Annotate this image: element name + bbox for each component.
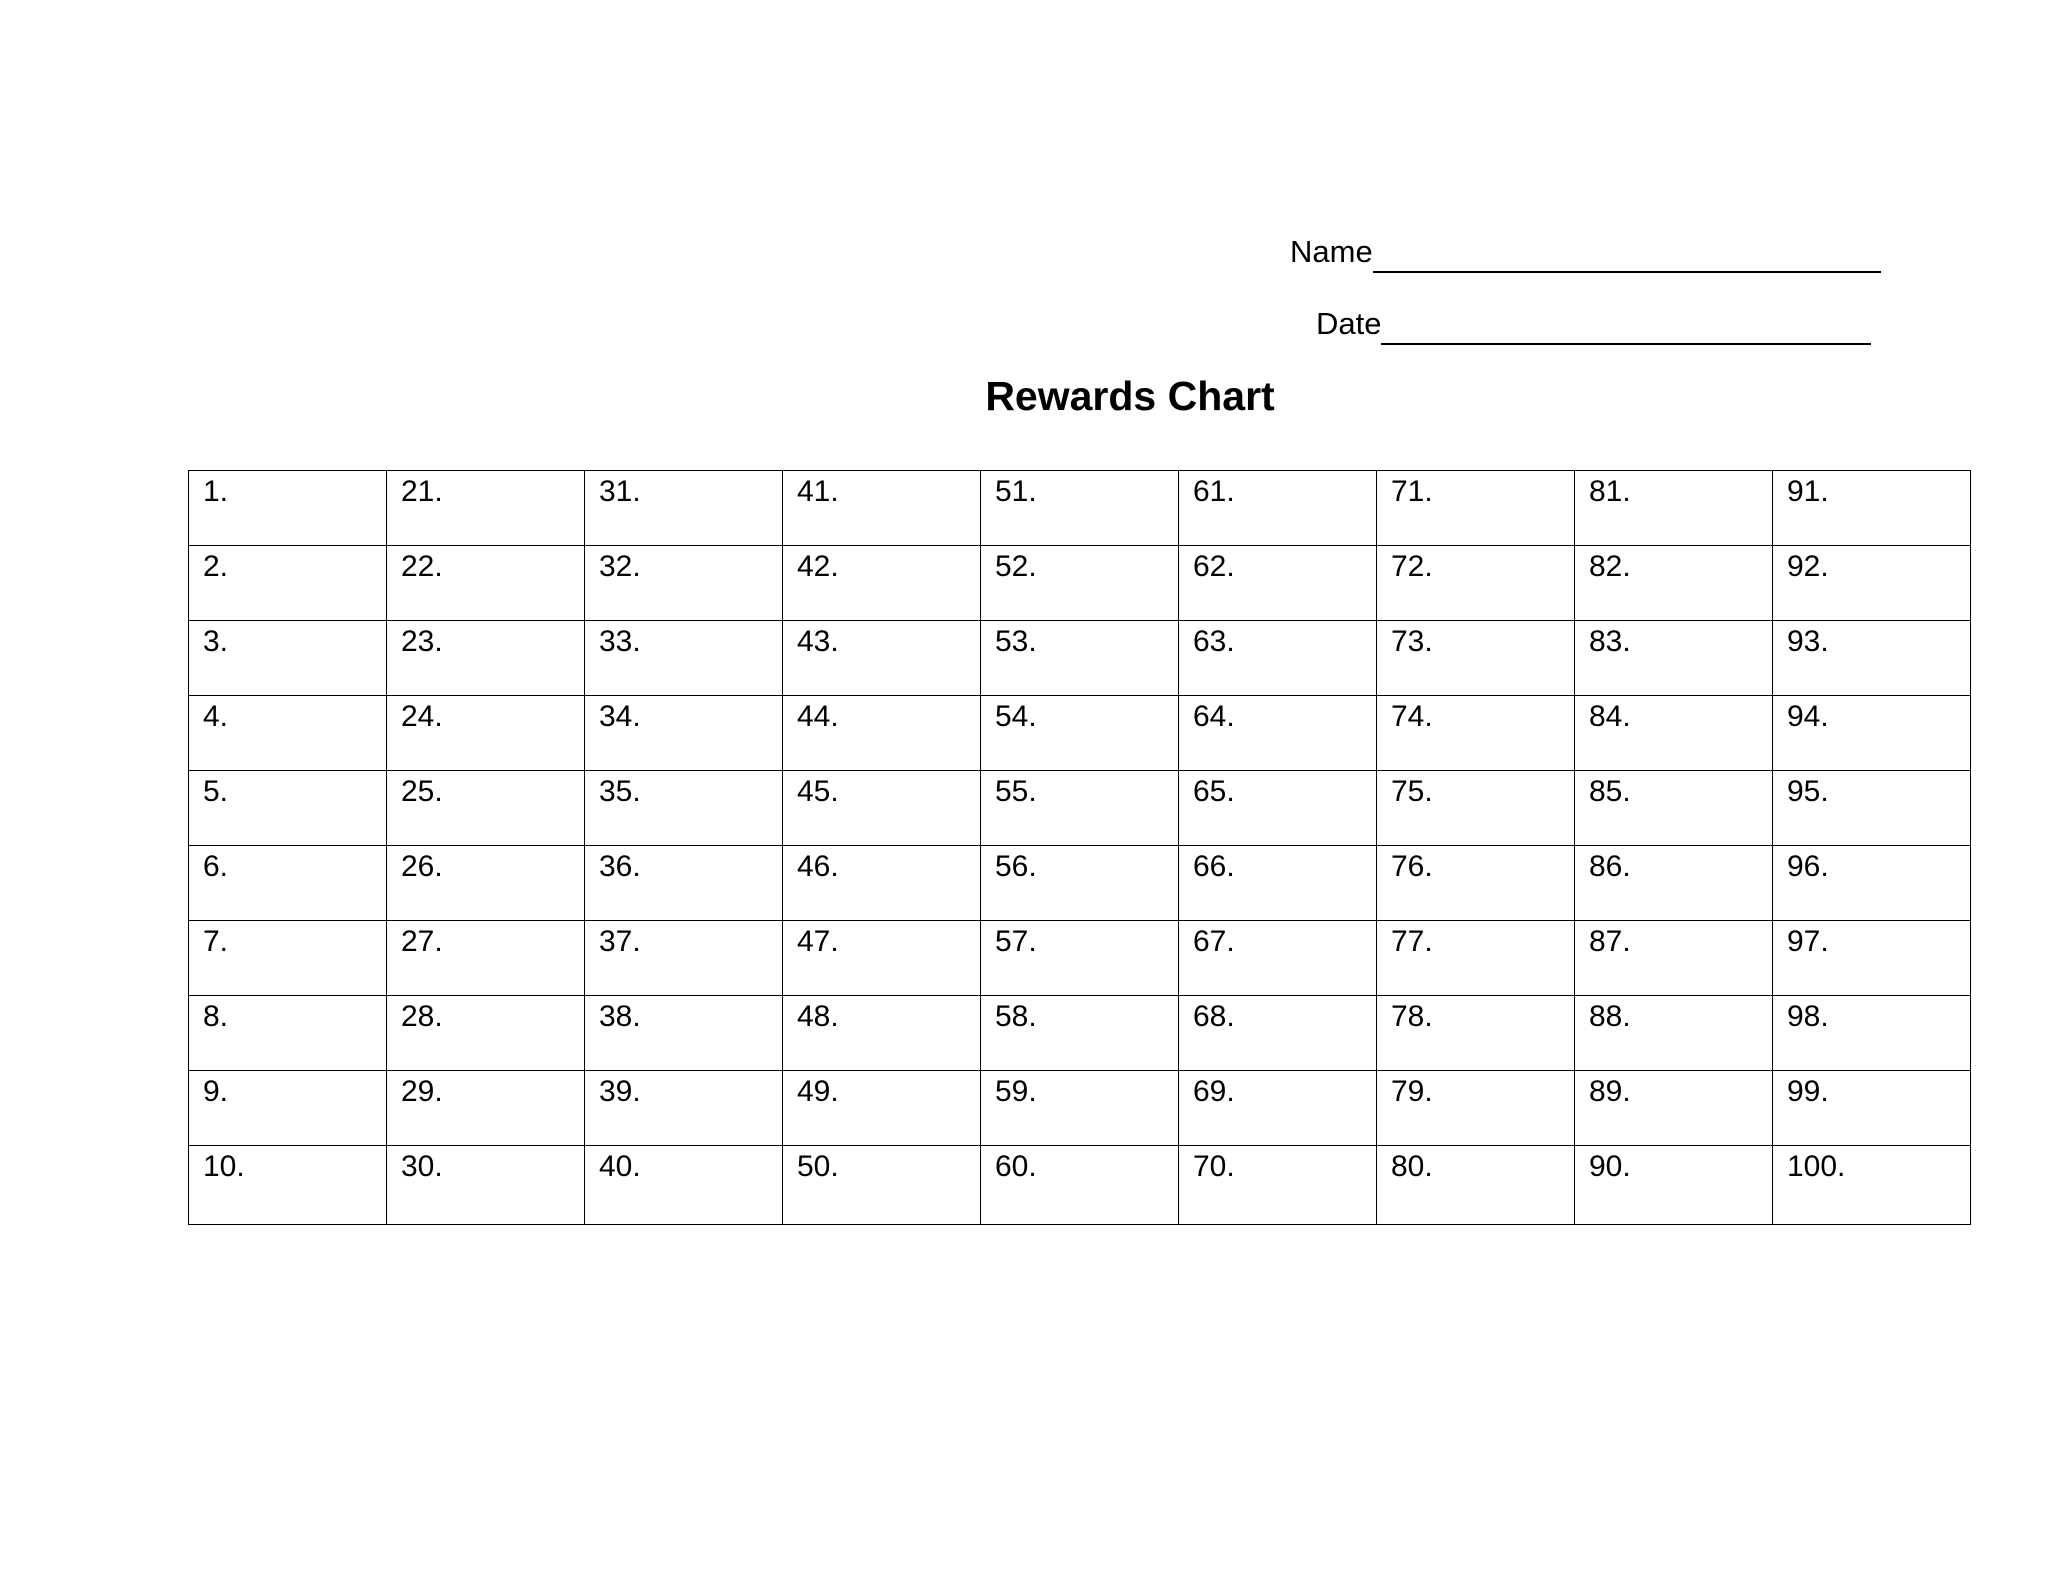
grid-row	[189, 471, 1971, 546]
grid-cell[interactable]	[783, 996, 981, 1071]
grid-cell[interactable]	[387, 696, 585, 771]
grid-cell[interactable]	[1575, 846, 1773, 921]
cell-number: 94.	[1787, 700, 1829, 733]
grid-cell[interactable]	[783, 846, 981, 921]
cell-number: 21.	[401, 475, 443, 508]
cell-number: 10.	[203, 1150, 245, 1183]
grid-cell[interactable]	[585, 846, 783, 921]
grid-cell[interactable]	[387, 771, 585, 846]
grid-row	[189, 621, 1971, 696]
cell-number: 32.	[599, 550, 641, 583]
cell-number: 68.	[1193, 1000, 1235, 1033]
cell-number: 82.	[1589, 550, 1631, 583]
grid-cell[interactable]	[189, 1071, 387, 1146]
grid-cell[interactable]	[981, 1071, 1179, 1146]
cell-number: 65.	[1193, 775, 1235, 808]
cell-number: 73.	[1391, 625, 1433, 658]
cell-number: 61.	[1193, 475, 1235, 508]
grid-cell[interactable]	[189, 546, 387, 621]
cell-number: 30.	[401, 1150, 443, 1183]
grid-cell[interactable]	[1377, 771, 1575, 846]
cell-number: 41.	[797, 475, 839, 508]
cell-number: 62.	[1193, 550, 1235, 583]
grid-cell[interactable]	[783, 546, 981, 621]
grid-row	[189, 1146, 1971, 1225]
cell-number: 53.	[995, 625, 1037, 658]
grid-row	[189, 546, 1971, 621]
grid-cell[interactable]	[1575, 996, 1773, 1071]
grid-cell[interactable]	[981, 1146, 1179, 1225]
grid-cell[interactable]	[981, 846, 1179, 921]
grid-cell[interactable]	[387, 471, 585, 546]
grid-cell[interactable]	[585, 921, 783, 996]
grid-cell[interactable]	[1773, 1146, 1971, 1225]
grid-row	[189, 846, 1971, 921]
cell-number: 80.	[1391, 1150, 1433, 1183]
cell-number: 63.	[1193, 625, 1235, 658]
grid-cell[interactable]	[1773, 546, 1971, 621]
cell-number: 58.	[995, 1000, 1037, 1033]
cell-number: 34.	[599, 700, 641, 733]
cell-number: 39.	[599, 1075, 641, 1108]
grid-cell[interactable]	[585, 1146, 783, 1225]
grid-cell[interactable]	[1773, 996, 1971, 1071]
cell-number: 28.	[401, 1000, 443, 1033]
name-blank-line[interactable]	[1373, 270, 1881, 273]
grid-cell[interactable]	[585, 696, 783, 771]
grid-cell[interactable]	[585, 1071, 783, 1146]
cell-number: 74.	[1391, 700, 1433, 733]
cell-number: 88.	[1589, 1000, 1631, 1033]
grid-cell[interactable]	[387, 996, 585, 1071]
grid-cell[interactable]	[387, 1071, 585, 1146]
cell-number: 27.	[401, 925, 443, 958]
cell-number: 42.	[797, 550, 839, 583]
grid-cell[interactable]	[783, 471, 981, 546]
cell-number: 45.	[797, 775, 839, 808]
name-label: Name	[1290, 234, 1373, 269]
grid-row	[189, 771, 1971, 846]
grid-cell[interactable]	[981, 471, 1179, 546]
grid-cell[interactable]	[189, 621, 387, 696]
cell-number: 86.	[1589, 850, 1631, 883]
cell-number: 38.	[599, 1000, 641, 1033]
grid-cell[interactable]	[1575, 1071, 1773, 1146]
rewards-grid	[188, 470, 1971, 1225]
cell-number: 7.	[203, 925, 229, 958]
grid-cell[interactable]	[1773, 1071, 1971, 1146]
cell-number: 59.	[995, 1075, 1037, 1108]
grid-cell[interactable]	[189, 771, 387, 846]
grid-row	[189, 996, 1971, 1071]
cell-number: 66.	[1193, 850, 1235, 883]
cell-number: 52.	[995, 550, 1037, 583]
cell-number: 71.	[1391, 475, 1433, 508]
grid-cell[interactable]	[1377, 996, 1575, 1071]
cell-number: 96.	[1787, 850, 1829, 883]
cell-number: 69.	[1193, 1075, 1235, 1108]
cell-number: 1.	[203, 475, 229, 508]
grid-cell[interactable]	[1377, 846, 1575, 921]
cell-number: 78.	[1391, 1000, 1433, 1033]
grid-cell[interactable]	[585, 471, 783, 546]
cell-number: 72.	[1391, 550, 1433, 583]
grid-cell[interactable]	[1377, 621, 1575, 696]
grid-cell[interactable]	[783, 621, 981, 696]
grid-cell[interactable]	[1377, 1146, 1575, 1225]
cell-number: 60.	[995, 1150, 1037, 1183]
cell-number: 3.	[203, 625, 229, 658]
grid-cell[interactable]	[387, 621, 585, 696]
cell-number: 9.	[203, 1075, 229, 1108]
cell-number: 4.	[203, 700, 229, 733]
cell-number: 90.	[1589, 1150, 1631, 1183]
grid-row	[189, 921, 1971, 996]
grid-cell[interactable]	[981, 921, 1179, 996]
cell-number: 92.	[1787, 550, 1829, 583]
cell-number: 31.	[599, 475, 641, 508]
grid-cell[interactable]	[1179, 771, 1377, 846]
cell-number: 77.	[1391, 925, 1433, 958]
grid-cell[interactable]	[189, 696, 387, 771]
cell-number: 22.	[401, 550, 443, 583]
cell-number: 89.	[1589, 1075, 1631, 1108]
cell-number: 93.	[1787, 625, 1829, 658]
grid-cell[interactable]	[585, 996, 783, 1071]
grid-cell[interactable]	[1575, 696, 1773, 771]
grid-cell[interactable]	[1179, 1146, 1377, 1225]
grid-cell[interactable]	[1179, 921, 1377, 996]
grid-cell[interactable]	[1773, 471, 1971, 546]
grid-cell[interactable]	[981, 996, 1179, 1071]
grid-cell[interactable]	[783, 921, 981, 996]
grid-row	[189, 1071, 1971, 1146]
cell-number: 35.	[599, 775, 641, 808]
grid-cell[interactable]	[1773, 621, 1971, 696]
grid-cell[interactable]	[387, 546, 585, 621]
grid-cell[interactable]	[1179, 696, 1377, 771]
cell-number: 55.	[995, 775, 1037, 808]
date-label: Date	[1316, 306, 1382, 341]
grid-cell[interactable]	[387, 846, 585, 921]
grid-cell[interactable]	[981, 771, 1179, 846]
cell-number: 83.	[1589, 625, 1631, 658]
grid-cell[interactable]	[1179, 546, 1377, 621]
grid-cell[interactable]	[1377, 921, 1575, 996]
cell-number: 47.	[797, 925, 839, 958]
cell-number: 43.	[797, 625, 839, 658]
cell-number: 44.	[797, 700, 839, 733]
cell-number: 50.	[797, 1150, 839, 1183]
grid-cell[interactable]	[1575, 1146, 1773, 1225]
grid-row	[189, 696, 1971, 771]
cell-number: 98.	[1787, 1000, 1829, 1033]
cell-number: 57.	[995, 925, 1037, 958]
cell-number: 2.	[203, 550, 229, 583]
cell-number: 29.	[401, 1075, 443, 1108]
cell-number: 70.	[1193, 1150, 1235, 1183]
grid-cell[interactable]	[585, 546, 783, 621]
grid-cell[interactable]	[783, 1146, 981, 1225]
grid-cell[interactable]	[1575, 771, 1773, 846]
grid-cell[interactable]	[783, 771, 981, 846]
cell-number: 56.	[995, 850, 1037, 883]
grid-cell[interactable]	[1575, 621, 1773, 696]
cell-number: 54.	[995, 700, 1037, 733]
cell-number: 23.	[401, 625, 443, 658]
cell-number: 76.	[1391, 850, 1433, 883]
grid-cell[interactable]	[1377, 1071, 1575, 1146]
cell-number: 75.	[1391, 775, 1433, 808]
cell-number: 33.	[599, 625, 641, 658]
grid-cell[interactable]	[189, 471, 387, 546]
cell-number: 26.	[401, 850, 443, 883]
grid-cell[interactable]	[387, 1146, 585, 1225]
date-blank-line[interactable]	[1381, 342, 1871, 345]
cell-number: 36.	[599, 850, 641, 883]
date-field[interactable]	[1316, 308, 1871, 339]
cell-number: 84.	[1589, 700, 1631, 733]
grid-cell[interactable]	[1773, 771, 1971, 846]
grid-cell[interactable]	[1773, 921, 1971, 996]
cell-number: 95.	[1787, 775, 1829, 808]
grid-cell[interactable]	[1773, 696, 1971, 771]
grid-cell[interactable]	[1179, 996, 1377, 1071]
cell-number: 99.	[1787, 1075, 1829, 1108]
grid-cell[interactable]	[1575, 471, 1773, 546]
grid-cell[interactable]	[981, 621, 1179, 696]
grid-cell[interactable]	[1377, 546, 1575, 621]
cell-number: 40.	[599, 1150, 641, 1183]
grid-cell[interactable]	[1575, 921, 1773, 996]
grid-cell[interactable]	[189, 1146, 387, 1225]
cell-number: 24.	[401, 700, 443, 733]
grid-cell[interactable]	[585, 771, 783, 846]
grid-cell[interactable]	[1377, 696, 1575, 771]
cell-number: 67.	[1193, 925, 1235, 958]
name-field[interactable]	[1290, 236, 1881, 267]
cell-number: 48.	[797, 1000, 839, 1033]
grid-cell[interactable]	[189, 996, 387, 1071]
cell-number: 8.	[203, 1000, 229, 1033]
cell-number: 64.	[1193, 700, 1235, 733]
cell-number: 6.	[203, 850, 229, 883]
cell-number: 51.	[995, 475, 1037, 508]
cell-number: 100.	[1787, 1150, 1846, 1183]
cell-number: 37.	[599, 925, 641, 958]
grid-cell[interactable]	[783, 696, 981, 771]
cell-number: 91.	[1787, 475, 1829, 508]
cell-number: 87.	[1589, 925, 1631, 958]
cell-number: 85.	[1589, 775, 1631, 808]
grid-cell[interactable]	[1179, 846, 1377, 921]
grid-cell[interactable]	[1773, 846, 1971, 921]
cell-number: 81.	[1589, 475, 1631, 508]
grid-cell[interactable]	[981, 546, 1179, 621]
cell-number: 25.	[401, 775, 443, 808]
cell-number: 46.	[797, 850, 839, 883]
grid-cell[interactable]	[783, 1071, 981, 1146]
grid-cell[interactable]	[585, 621, 783, 696]
grid-cell[interactable]	[1179, 471, 1377, 546]
grid-cell[interactable]	[189, 846, 387, 921]
grid-cell[interactable]	[1377, 471, 1575, 546]
cell-number: 79.	[1391, 1075, 1433, 1108]
grid-cell[interactable]	[1179, 621, 1377, 696]
grid-cell[interactable]	[387, 921, 585, 996]
grid-cell[interactable]	[189, 921, 387, 996]
cell-number: 97.	[1787, 925, 1829, 958]
page-title: Rewards Chart	[985, 373, 1275, 419]
grid-cell[interactable]	[981, 696, 1179, 771]
cell-number: 5.	[203, 775, 229, 808]
grid-cell[interactable]	[1179, 1071, 1377, 1146]
cell-number: 49.	[797, 1075, 839, 1108]
grid-cell[interactable]	[1575, 546, 1773, 621]
